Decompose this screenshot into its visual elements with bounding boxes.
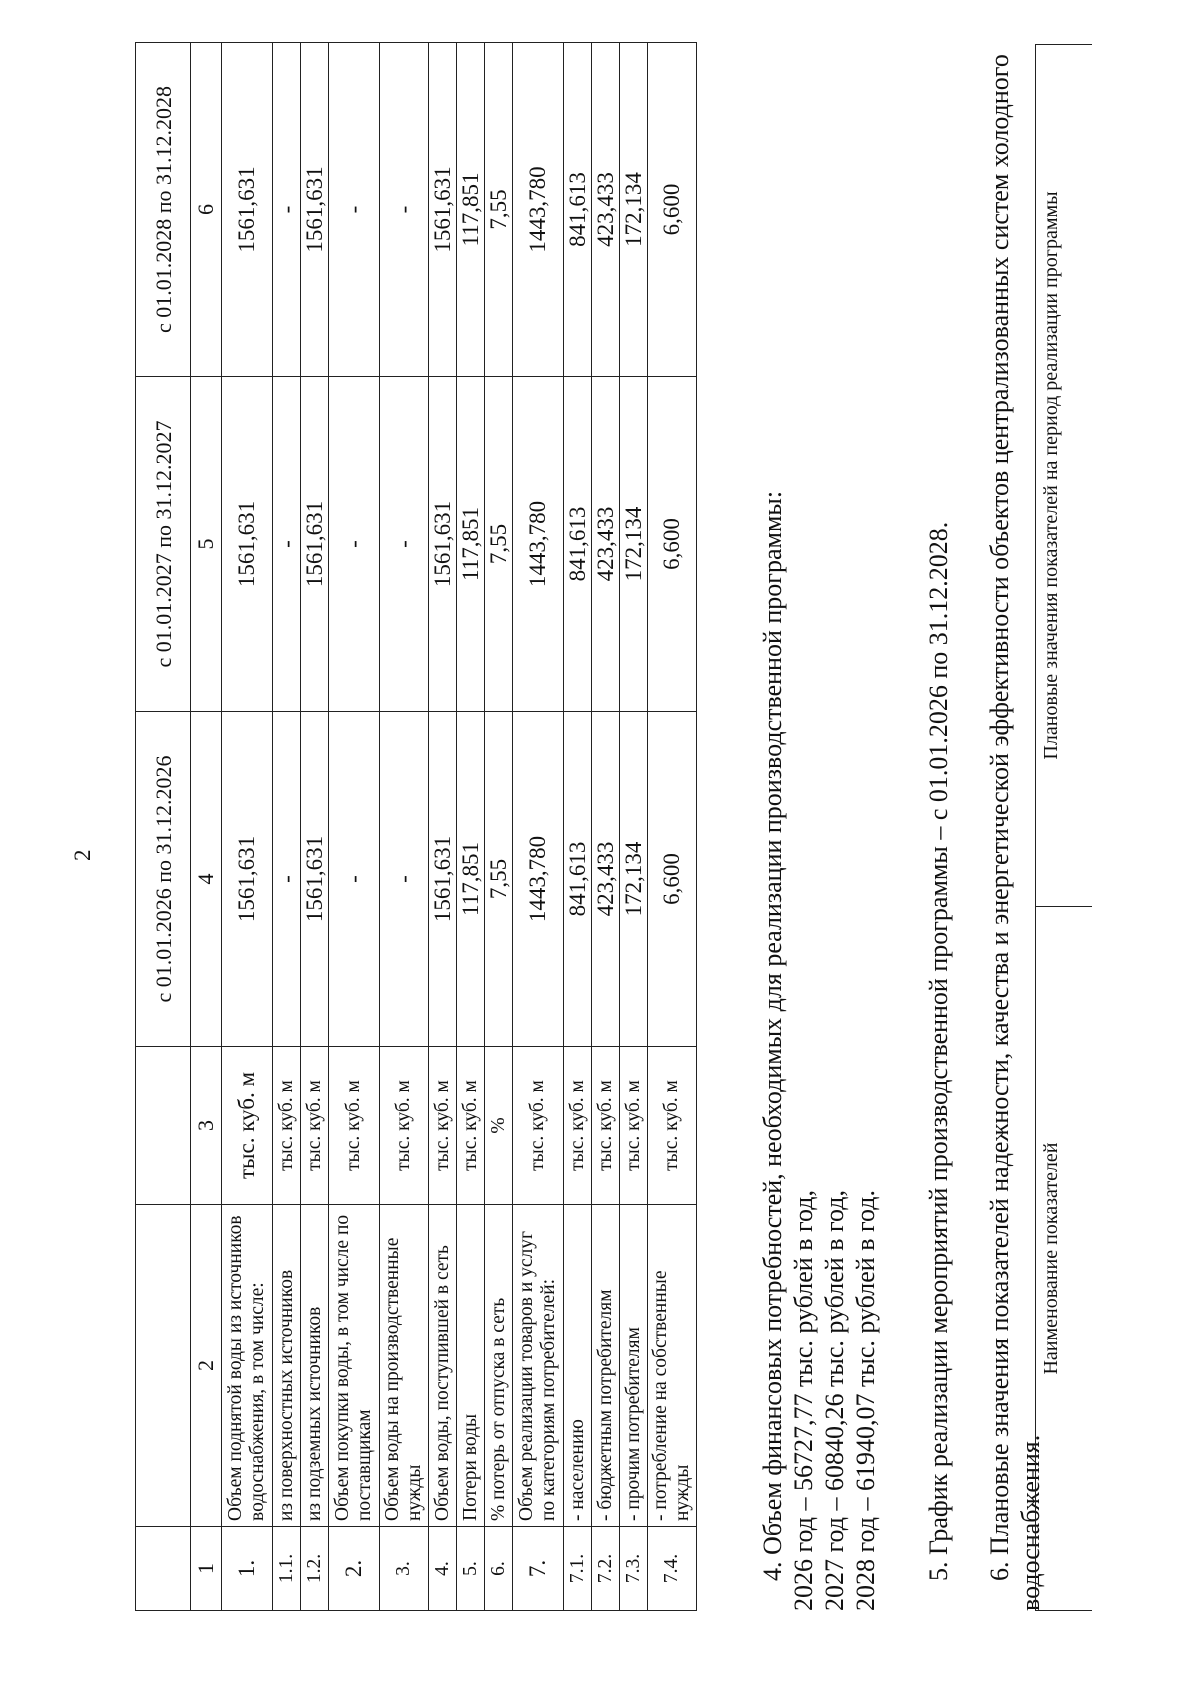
value-2026: 6,600 xyxy=(648,712,697,1047)
indicators-header-row xyxy=(1036,45,1093,1611)
row-name: - потребление на собственные нужды xyxy=(648,1205,697,1527)
value-2028: 1561,631 xyxy=(222,43,273,377)
row-name: - бюджетным потребителям xyxy=(592,1205,620,1527)
row-name: Объем воды на производственные нужды xyxy=(380,1205,429,1527)
table-row xyxy=(273,43,301,1611)
header-period-2026: с 01.01.2026 по 31.12.2026 xyxy=(136,712,191,1047)
table-row xyxy=(564,43,592,1611)
column-number: 3 xyxy=(191,1047,222,1205)
value-2027: 172,134 xyxy=(620,377,648,712)
value-2027: - xyxy=(273,377,301,712)
section-6-indicators: 6. Плановые значения показателей надежности, качества и энергетической эффективности объектов централизованных систем холодного водоснабжения. xyxy=(985,54,1045,1611)
value-2026: 1443,780 xyxy=(513,712,564,1047)
table-row xyxy=(457,43,485,1611)
column-number: 1 xyxy=(191,1527,222,1611)
header-period-2027: с 01.01.2027 по 31.12.2027 xyxy=(136,377,191,712)
row-number: 7.1. xyxy=(564,1527,592,1611)
row-name: Потери воды xyxy=(457,1205,485,1527)
value-2026: - xyxy=(329,712,380,1047)
row-number: 7.4. xyxy=(648,1527,697,1611)
header-period-2028: с 01.01.2028 по 31.12.2028 xyxy=(136,43,191,377)
column-number: 5 xyxy=(191,377,222,712)
row-number: 7. xyxy=(513,1527,564,1611)
row-number: 5. xyxy=(457,1527,485,1611)
row-unit: тыс. куб. м xyxy=(329,1047,380,1205)
row-number: 3. xyxy=(380,1527,429,1611)
column-number: 6 xyxy=(191,43,222,377)
value-2027: 6,600 xyxy=(648,377,697,712)
value-2026: 423,433 xyxy=(592,712,620,1047)
header-cell-empty xyxy=(136,1205,191,1527)
value-2026: - xyxy=(273,712,301,1047)
value-2026: 1561,631 xyxy=(222,712,273,1047)
table-row xyxy=(513,43,564,1611)
value-2028: 1561,631 xyxy=(301,43,329,377)
row-unit: тыс. куб. м xyxy=(222,1047,273,1205)
row-unit: тыс. куб. м xyxy=(620,1047,648,1205)
value-2027: 1561,631 xyxy=(429,377,457,712)
row-unit: тыс. куб. м xyxy=(457,1047,485,1205)
table-row xyxy=(485,43,513,1611)
section-4-financial-needs xyxy=(757,31,881,1611)
value-2027: 117,851 xyxy=(457,377,485,712)
value-2026: 841,613 xyxy=(564,712,592,1047)
row-number: 2. xyxy=(329,1527,380,1611)
value-2026: 1561,631 xyxy=(301,712,329,1047)
table-row xyxy=(329,43,380,1611)
value-2028: 1561,631 xyxy=(429,43,457,377)
row-name: Объем поднятой воды из источников водоснабжения, в том числе: xyxy=(222,1205,273,1527)
value-2028: 7,55 xyxy=(485,43,513,377)
value-2028: - xyxy=(380,43,429,377)
value-2026: - xyxy=(380,712,429,1047)
row-name: - населению xyxy=(564,1205,592,1527)
value-2028: 423,433 xyxy=(592,43,620,377)
row-number: 1.2. xyxy=(301,1527,329,1611)
value-2028: 117,851 xyxy=(457,43,485,377)
row-unit: тыс. куб. м xyxy=(380,1047,429,1205)
row-unit: тыс. куб. м xyxy=(273,1047,301,1205)
value-2027: 1561,631 xyxy=(222,377,273,712)
header-cell-empty xyxy=(136,1527,191,1611)
row-name: Объем воды, поступившей в сеть xyxy=(429,1205,457,1527)
column-number-row xyxy=(191,43,222,1611)
table-row xyxy=(620,43,648,1611)
section-4-intro: 4. Объем финансовых потребностей, необходимых для реализации производственной программы: xyxy=(758,490,787,1581)
table-row xyxy=(380,43,429,1611)
financial-year-line: 2027 год – 60840,26 тыс. рублей в год, xyxy=(820,1190,849,1611)
row-unit: тыс. куб. м xyxy=(564,1047,592,1205)
row-unit: тыс. куб. м xyxy=(301,1047,329,1205)
row-name: Объем покупки воды, в том числе по поставщикам xyxy=(329,1205,380,1527)
row-number: 4. xyxy=(429,1527,457,1611)
value-2027: 841,613 xyxy=(564,377,592,712)
row-number: 7.3. xyxy=(620,1527,648,1611)
column-number: 4 xyxy=(191,712,222,1047)
value-2027: - xyxy=(329,377,380,712)
value-2028: - xyxy=(273,43,301,377)
header-cell-empty xyxy=(136,1047,191,1205)
row-unit: тыс. куб. м xyxy=(592,1047,620,1205)
row-name: % потерь от отпуска в сеть xyxy=(485,1205,513,1527)
section-5-schedule: 5. График реализации мероприятий производственной программы – с 01.01.2026 по 31.12.2028. xyxy=(924,521,953,1581)
page-number: 2 xyxy=(70,849,95,861)
indicators-name-header: Наименование показателей xyxy=(1036,907,1093,1611)
indicators-values-header: Плановые значения показателей на период реализации программы xyxy=(1036,45,1093,907)
production-program-table xyxy=(135,42,697,1611)
value-2028: 1443,780 xyxy=(513,43,564,377)
value-2026: 7,55 xyxy=(485,712,513,1047)
row-number: 6. xyxy=(485,1527,513,1611)
value-2028: 841,613 xyxy=(564,43,592,377)
value-2027: - xyxy=(380,377,429,712)
financial-year-line: 2026 год – 56727,77 тыс. рублей в год, xyxy=(789,1190,818,1611)
row-unit: тыс. куб. м xyxy=(429,1047,457,1205)
value-2027: 1443,780 xyxy=(513,377,564,712)
value-2026: 1561,631 xyxy=(429,712,457,1047)
row-name: Объем реализации товаров и услуг по категориям потребителей: xyxy=(513,1205,564,1527)
table-row xyxy=(648,43,697,1611)
row-unit: % xyxy=(485,1047,513,1205)
value-2026: 172,134 xyxy=(620,712,648,1047)
row-unit: тыс. куб. м xyxy=(513,1047,564,1205)
row-number: 1. xyxy=(222,1527,273,1611)
value-2027: 7,55 xyxy=(485,377,513,712)
row-unit: тыс. куб. м xyxy=(648,1047,697,1205)
value-2026: 117,851 xyxy=(457,712,485,1047)
table-row xyxy=(301,43,329,1611)
table-header-row xyxy=(136,43,191,1611)
value-2027: 423,433 xyxy=(592,377,620,712)
value-2027: 1561,631 xyxy=(301,377,329,712)
row-name: из поверхностных источников xyxy=(273,1205,301,1527)
row-name: из подземных источников xyxy=(301,1205,329,1527)
value-2028: - xyxy=(329,43,380,377)
table-row xyxy=(429,43,457,1611)
financial-year-line: 2028 год – 61940,07 тыс. рублей в год. xyxy=(851,1190,880,1611)
row-number: 1.1. xyxy=(273,1527,301,1611)
table-row xyxy=(222,43,273,1611)
row-number: 7.2. xyxy=(592,1527,620,1611)
value-2028: 172,134 xyxy=(620,43,648,377)
column-number: 2 xyxy=(191,1205,222,1527)
value-2028: 6,600 xyxy=(648,43,697,377)
indicators-table xyxy=(1035,44,1092,1611)
row-name: - прочим потребителям xyxy=(620,1205,648,1527)
table-row xyxy=(592,43,620,1611)
